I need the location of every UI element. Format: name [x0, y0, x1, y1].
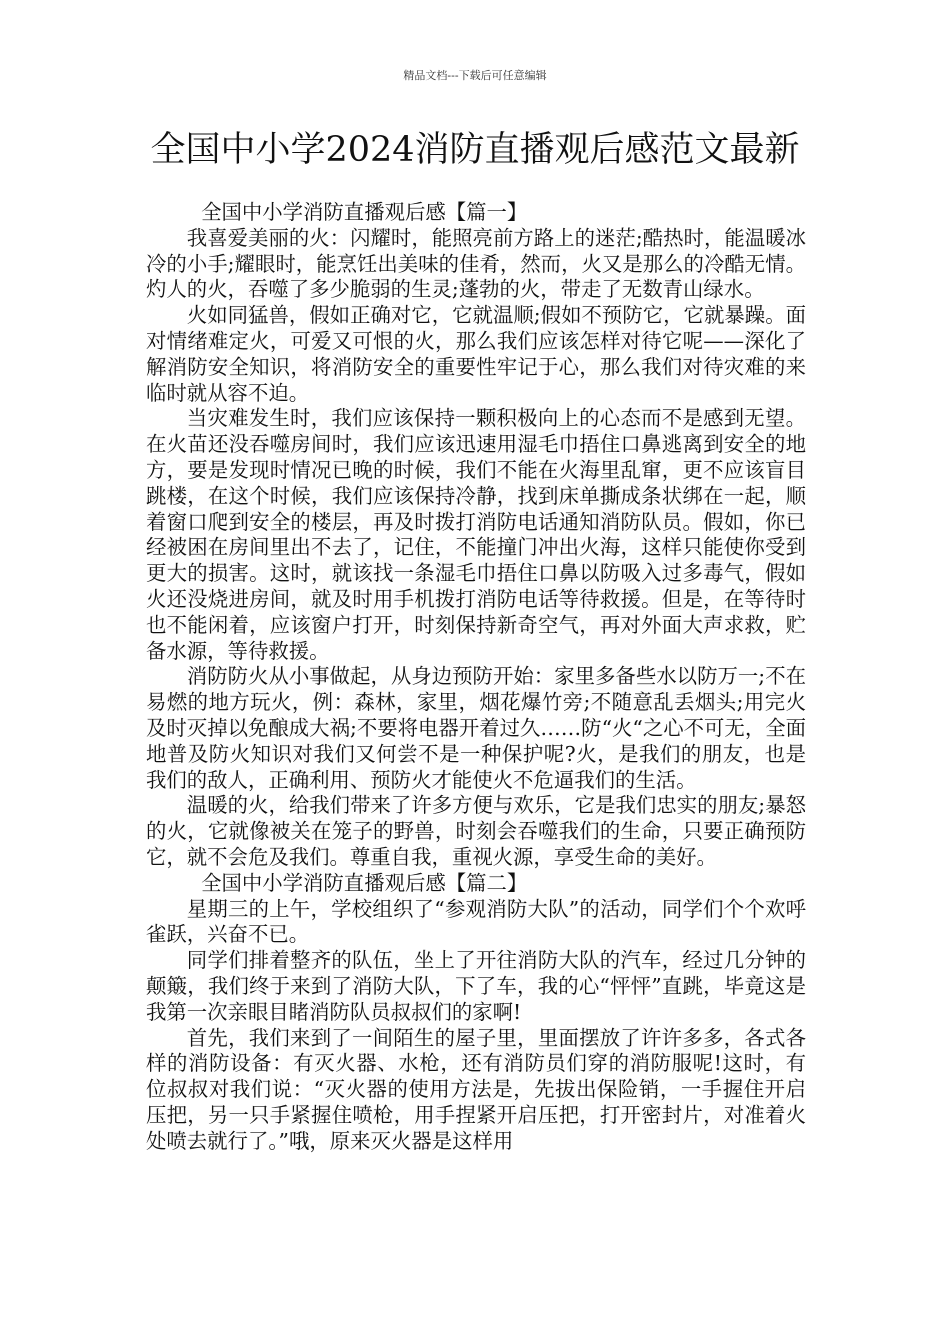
header-note: 精品文档---下载后可任意编辑	[403, 69, 547, 82]
section-heading: 全国中小学消防直播观后感【篇二】	[201, 870, 528, 895]
paragraph: 消防防火从小事做起，从身边预防开始：家里多备些水以防万一;不在易燃的地方玩火，例：森林，家里，烟花爆竹旁;不随意乱丢烟头;用完火及时灭掉以免酿成大祸;不要将电器开着过久……防“火“之心不可无，全面地普及防火知识对我们又何尝不是一种保护呢?火，是我们的朋友，也是我们的敌人，正确利用、预防火才能使火不危逼我们的生活。	[146, 664, 806, 792]
paragraph: 当灾难发生时，我们应该保持一颗积极向上的心态而不是感到无望。在火苗还没吞噬房间时，我们应该迅速用湿毛巾捂住口鼻逃离到安全的地方，要是发现时情况已晚的时候，我们不能在火海里乱窜，更不应该盲目跳楼，在这个时候，我们应该保持冷静，找到床单撕成条状绑在一起，顺着窗口爬到安全的楼层，再及时拨打消防电话通知消防队员。假如，你已经被困在房间里出不去了，记住，不能撞门冲出火海，这样只能使你受到更大的损害。这时，就该找一条湿毛巾捂住口鼻以防吸入过多毒气，假如火还没烧进房间，就及时用手机拨打消防电话等待救援。但是，在等待时也不能闲着，应该窗户打开，时刻保持新奇空气，再对外面大声求救，贮备水源，等待救援。	[146, 406, 806, 663]
paragraph: 同学们排着整齐的队伍，坐上了开往消防大队的汽车，经过几分钟的颠簸，我们终于来到了消防大队，下了车，我的心“怦怦”直跳，毕竟这是我第一次亲眼目睹消防队员叔叔们的家啊!	[146, 948, 806, 1024]
paragraph: 首先，我们来到了一间陌生的屋子里，里面摆放了许许多多，各式各样的消防设备：有灭火器、水枪，还有消防员们穿的消防服呢!这时，有位叔叔对我们说：“灭火器的使用方法是，先拔出保险销，一手握住开启压把，另一只手紧握住喷枪，用手捏紧开启压把，打开密封片，对准着火处喷去就行了。”哦，原来灭火器是这样用	[146, 1025, 806, 1153]
paragraph: 火如同猛兽，假如正确对它，它就温顺;假如不预防它，它就暴躁。面对情绪难定火，可爱又可恨的火，那么我们应该怎样对待它呢——深化了解消防安全知识，将消防安全的重要性牢记于心，那么我们对待灾难的来临时就从容不迫。	[146, 303, 806, 405]
document-title: 全国中小学2024消防直播观后感范文最新	[150, 130, 800, 170]
document-body	[146, 200, 806, 1154]
paragraph: 温暖的火，给我们带来了许多方便与欢乐，它是我们忠实的朋友;暴怒的火，它就像被关在笼子的野兽，时刻会吞噬我们的生命，只要正确预防它，就不会危及我们。尊重自我，重视火源，享受生命的美好。	[146, 793, 806, 869]
section-heading: 全国中小学消防直播观后感【篇一】	[201, 200, 528, 224]
paragraph: 星期三的上午，学校组织了“参观消防大队”的活动，同学们个个欢呼雀跃，兴奋不已。	[146, 896, 806, 947]
paragraph: 我喜爱美丽的火：闪耀时，能照亮前方路上的迷茫;酷热时，能温暖冰冷的小手;耀眼时，能烹饪出美味的佳肴，然而，火又是那么的冷酷无情。灼人的火，吞噬了多少脆弱的生灵;蓬勃的火，带走了无数青山绿水。	[146, 225, 806, 302]
